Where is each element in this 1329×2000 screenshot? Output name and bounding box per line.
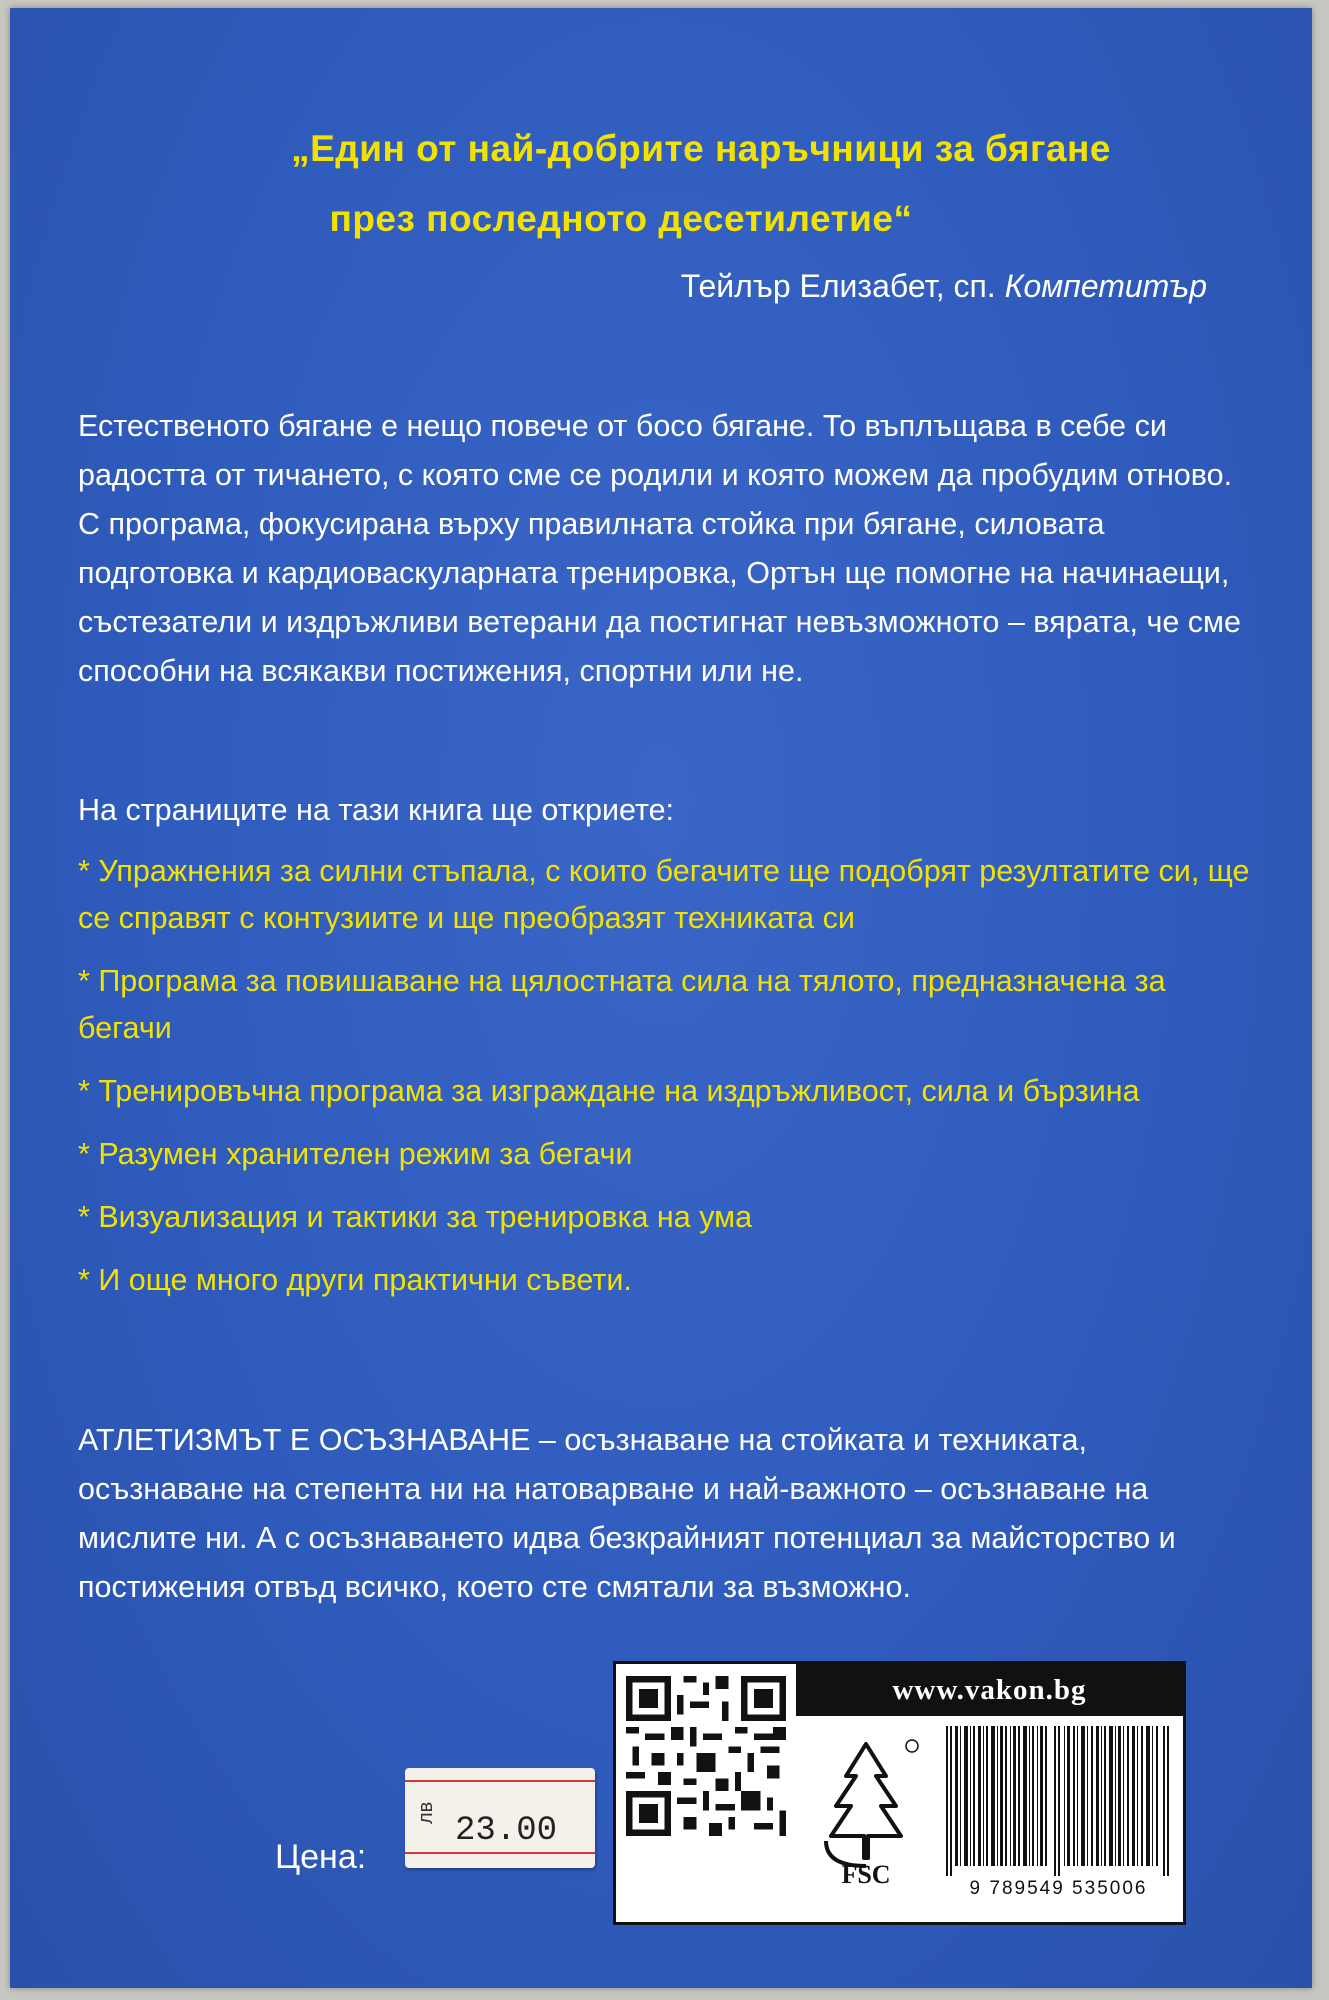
- description-paragraph: Естественото бягане е нещо повече от босо бягане. То въплъщава в себе си радостта от тичането, с която сме се родили и която можем да пробудим отново. С програма, фокусирана върху правилната стойка при бягане, силовата подготовка и кардиоваскуларната тренировка, Ортън ще помогне на начинаещи, състезатели и издръжливи ветерани да постигнат невъзможното – вярата, че сме способни на всякакви постижения, спортни или не.: [78, 409, 1241, 688]
- qr-code-icon: [626, 1676, 786, 1836]
- review-quote-line-2: през последното десетилетие“: [329, 198, 913, 239]
- barcode-panel: [613, 1661, 1186, 1925]
- feature-item: * Тренировъчна програма за изграждане на издръжливост, сила и бързина: [78, 1074, 1140, 1108]
- fsc-tree-icon: [806, 1736, 926, 1876]
- feature-item: * Упражнения за силни стъпала, с които бегачите ще подобрят резултатите си, ще се справят с контузиите и ще преобразят техниката си: [78, 854, 1250, 935]
- feature-item: * Разумен хранителен режим за бегачи: [78, 1137, 633, 1171]
- sticker-red-line: [405, 1780, 595, 1782]
- feature-list: [78, 848, 1258, 1320]
- quote-attribution: [681, 268, 1207, 305]
- isbn-number: 9 789549 535006: [969, 1878, 1148, 1899]
- price-sticker: [405, 1768, 595, 1868]
- sticker-red-line: [405, 1852, 595, 1854]
- feature-item: * Програма за повишаване на цялостната сила на тялото, предназначена за бегачи: [78, 964, 1166, 1045]
- price-value: 23.00: [455, 1812, 558, 1850]
- closing-paragraph: АТЛЕТИЗМЪТ Е ОСЪЗНАВАНЕ – осъзнаване на стойката и техниката, осъзнаване на степента ни на натоварване и най-важното – осъзнаване на мислите ни. А с осъзнаването идва безкрайният потенциал за майсторство и постижения отвъд всичко, което сте смятали за възможно.: [78, 1423, 1176, 1604]
- price-currency: лв: [415, 1801, 437, 1824]
- fsc-label: FSC: [841, 1860, 891, 1889]
- publisher-url: www.vakon.bg: [796, 1664, 1183, 1716]
- attribution-magazine: Компетитър: [1004, 268, 1207, 304]
- review-quote-line-1: „Един от най-добрите наръчници за бягане: [291, 128, 1111, 169]
- feature-item: * И още много други практични съвети.: [78, 1263, 632, 1297]
- price-label: Цена:: [275, 1838, 367, 1876]
- feature-item: * Визуализация и тактики за тренировка на ума: [78, 1200, 753, 1234]
- isbn-barcode: [946, 1726, 1171, 1876]
- contents-intro: На страниците на тази книга ще откриете:: [78, 793, 675, 827]
- book-back-cover: [10, 8, 1312, 1988]
- attribution-author: Тейлър Елизабет, сп.: [680, 268, 996, 304]
